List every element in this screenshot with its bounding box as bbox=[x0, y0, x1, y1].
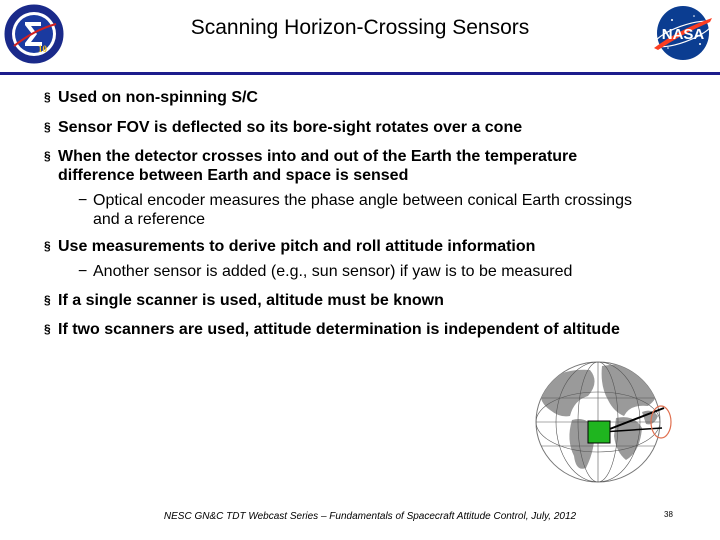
bullet-item bbox=[44, 237, 658, 256]
bullet-marker: § bbox=[44, 239, 51, 253]
bullet-text: Used on non-spinning S/C bbox=[58, 89, 258, 106]
bullet-item bbox=[44, 291, 658, 310]
sub-bullet-item bbox=[78, 262, 653, 281]
bullet-marker: § bbox=[44, 90, 51, 104]
bullet-text: Use measurements to derive pitch and roll attitude information bbox=[58, 238, 536, 255]
bullet-item bbox=[44, 118, 658, 137]
sub-bullet-marker: − bbox=[78, 263, 88, 280]
bullet-marker: § bbox=[44, 322, 51, 336]
bullet-marker: § bbox=[44, 149, 51, 163]
nasa-meatball-icon bbox=[648, 4, 718, 62]
bullet-item bbox=[44, 147, 658, 185]
bullet-text: If a single scanner is used, altitude must be known bbox=[58, 292, 444, 309]
bullet-marker: § bbox=[44, 120, 51, 134]
bullet-text: If two scanners are used, attitude determination is independent of altitude bbox=[58, 321, 620, 338]
slide-title: Scanning Horizon-Crossing Sensors bbox=[190, 16, 530, 39]
sensor-box-icon bbox=[588, 421, 610, 443]
page-number: 38 bbox=[664, 510, 673, 519]
sub-bullet-text: Optical encoder measures the phase angle between conical Earth crossings and a reference bbox=[93, 192, 632, 228]
footer-text: NESC GN&C TDT Webcast Series – Fundamentals of Spacecraft Attitude Control, July, 2012 bbox=[163, 511, 577, 522]
bullet-text: When the detector crosses into and out of the Earth the temperature difference between Earth and space is sensed bbox=[58, 148, 578, 184]
sub-bullet-item bbox=[78, 191, 653, 229]
nesc-seal-icon bbox=[2, 2, 66, 66]
bullet-item bbox=[44, 320, 658, 339]
nasa-logo-text: NASA bbox=[661, 26, 705, 43]
sub-bullet-marker: − bbox=[78, 192, 88, 209]
earth-scanner-illustration bbox=[530, 356, 690, 484]
header-rule bbox=[0, 72, 720, 75]
bullet-item bbox=[44, 88, 658, 107]
bullet-marker: § bbox=[44, 293, 51, 307]
sub-bullet-text: Another sensor is added (e.g., sun sensor) if yaw is to be measured bbox=[93, 263, 573, 280]
bullet-text: Sensor FOV is deflected so its bore-sight rotates over a cone bbox=[58, 119, 523, 136]
seal-badge-text: 10 bbox=[38, 44, 47, 54]
